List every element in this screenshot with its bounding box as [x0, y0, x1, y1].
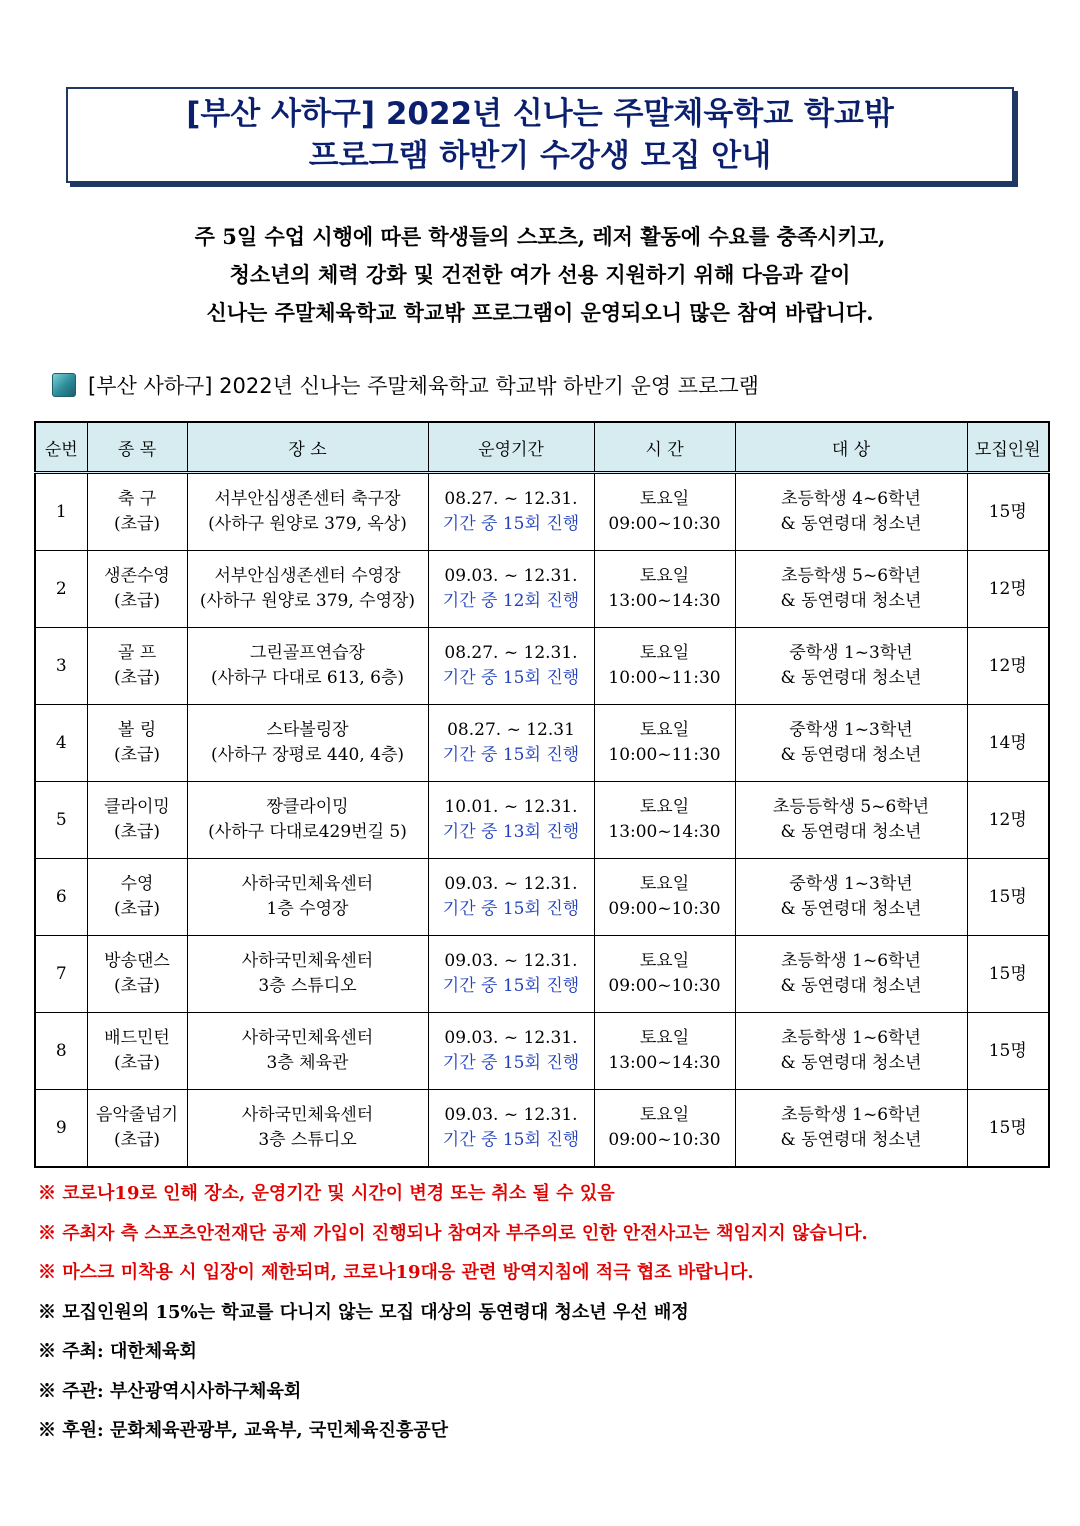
- table-row: [35, 1090, 1049, 1168]
- time-range: 09:00~10:30: [608, 1130, 721, 1150]
- time-day: 토요일: [639, 951, 690, 971]
- table-row: [35, 936, 1049, 1013]
- time-day: 토요일: [639, 1105, 690, 1125]
- cell-capacity: [967, 936, 1049, 1013]
- period-range: 09.03. ~ 12.31.: [444, 951, 578, 971]
- period-range: 10.01. ~ 12.31.: [444, 797, 578, 817]
- title-line-1: [부산 사하구] 2022년 신나는 주말체육학교 학교밖: [186, 96, 894, 132]
- table-row: [35, 859, 1049, 936]
- place-name: 짱클라이밍: [266, 797, 349, 817]
- place-name: 그린골프연습장: [250, 643, 365, 663]
- cell-target: [735, 705, 967, 782]
- place-name: 사하국민체육센터: [241, 951, 374, 971]
- sport-name: 골 프: [117, 643, 157, 663]
- cell-place: [187, 1013, 428, 1090]
- target-peers: & 동연령대 청소년: [780, 1053, 922, 1073]
- cell-place: [187, 782, 428, 859]
- period-sessions: 기간 중 12회 진행: [442, 591, 580, 611]
- sport-name: 클라이밍: [104, 797, 170, 817]
- cell-period: [428, 551, 594, 628]
- header-target: 대 상: [735, 422, 967, 473]
- cell-no: [35, 859, 87, 936]
- sport-level: (초급): [113, 514, 161, 534]
- cell-period: [428, 859, 594, 936]
- sport-name: 방송댄스: [104, 951, 170, 971]
- table-body: [35, 473, 1049, 1168]
- sport-name: 생존수영: [104, 566, 170, 586]
- row-number: 8: [55, 1040, 67, 1061]
- cell-sport: [87, 1090, 187, 1168]
- cell-target: [735, 551, 967, 628]
- time-range: 13:00~14:30: [608, 822, 721, 842]
- target-group: 중학생 1~3학년: [789, 643, 913, 663]
- period-range: 08.27. ~ 12.31.: [444, 643, 578, 663]
- place-name: 사하국민체육센터: [241, 1105, 374, 1125]
- cell-sport: [87, 473, 187, 551]
- cell-period: [428, 936, 594, 1013]
- target-peers: & 동연령대 청소년: [780, 976, 922, 996]
- cell-time: [594, 628, 735, 705]
- cell-no: [35, 936, 87, 1013]
- place-address: (사하구 원양로 379, 수영장): [199, 591, 416, 611]
- cell-time: [594, 551, 735, 628]
- sport-name: 배드민턴: [104, 1028, 170, 1048]
- period-sessions: 기간 중 15회 진행: [442, 899, 580, 919]
- cell-capacity: [967, 473, 1049, 551]
- capacity-value: 15명: [988, 886, 1027, 907]
- cell-period: [428, 473, 594, 551]
- capacity-value: 12명: [988, 809, 1027, 830]
- target-peers: & 동연령대 청소년: [780, 668, 922, 688]
- info-note: ※ 모집인원의 15%는 학교를 다니지 않는 모집 대상의 동연령대 청소년 우선 배정: [38, 1301, 689, 1323]
- time-day: 토요일: [639, 489, 690, 509]
- cell-capacity: [967, 551, 1049, 628]
- time-day: 토요일: [639, 720, 690, 740]
- time-range: 10:00~11:30: [608, 745, 721, 765]
- table-row: [35, 473, 1049, 551]
- cell-period: [428, 1090, 594, 1168]
- title-box: [66, 87, 1014, 183]
- cell-time: [594, 473, 735, 551]
- cell-sport: [87, 628, 187, 705]
- time-day: 토요일: [639, 566, 690, 586]
- info-note: ※ 주관: 부산광역시사하구체육회: [38, 1380, 302, 1402]
- capacity-value: 15명: [988, 1040, 1027, 1061]
- capacity-value: 15명: [988, 963, 1027, 984]
- cell-place: [187, 551, 428, 628]
- time-range: 09:00~10:30: [608, 514, 721, 534]
- time-range: 09:00~10:30: [608, 899, 721, 919]
- period-sessions: 기간 중 15회 진행: [442, 668, 580, 688]
- cell-capacity: [967, 859, 1049, 936]
- warning-note: ※ 코로나19로 인해 장소, 운영기간 및 시간이 변경 또는 취소 될 수 있음: [38, 1183, 615, 1204]
- period-sessions: 기간 중 15회 진행: [442, 514, 580, 534]
- time-day: 토요일: [639, 1028, 690, 1048]
- target-peers: & 동연령대 청소년: [780, 899, 922, 919]
- header-no: 순번: [35, 422, 87, 473]
- cell-sport: [87, 859, 187, 936]
- place-address: (사하구 장평로 440, 4층): [210, 745, 405, 765]
- cell-no: [35, 551, 87, 628]
- target-group: 초등학생 4~6학년: [781, 489, 921, 509]
- period-range: 09.03. ~ 12.31.: [444, 1105, 578, 1125]
- period-range: 08.27. ~ 12.31.: [444, 489, 578, 509]
- cell-sport: [87, 936, 187, 1013]
- capacity-value: 12명: [988, 655, 1027, 676]
- sport-level: (초급): [113, 745, 161, 765]
- cell-target: [735, 628, 967, 705]
- cell-capacity: [967, 705, 1049, 782]
- cell-capacity: [967, 1013, 1049, 1090]
- header-period: 운영기간: [428, 422, 594, 473]
- target-group: 초등학생 1~6학년: [781, 1105, 921, 1125]
- cell-place: [187, 473, 428, 551]
- target-peers: & 동연령대 청소년: [780, 591, 922, 611]
- place-address: 3층 스튜디오: [258, 976, 357, 996]
- cell-sport: [87, 551, 187, 628]
- row-number: 5: [55, 809, 67, 830]
- period-range: 09.03. ~ 12.31.: [444, 1028, 578, 1048]
- table-row: [35, 1013, 1049, 1090]
- period-range: 08.27. ~ 12.31: [447, 720, 575, 740]
- cell-capacity: [967, 628, 1049, 705]
- target-group: 중학생 1~3학년: [789, 874, 913, 894]
- time-day: 토요일: [639, 797, 690, 817]
- cell-target: [735, 782, 967, 859]
- place-address: (사하구 원양로 379, 옥상): [208, 514, 407, 534]
- place-address: 3층 체육관: [266, 1053, 349, 1073]
- cell-time: [594, 859, 735, 936]
- cell-place: [187, 936, 428, 1013]
- cell-no: [35, 628, 87, 705]
- place-address: 1층 수영장: [266, 899, 349, 919]
- place-name: 사하국민체육센터: [241, 1028, 374, 1048]
- capacity-value: 15명: [988, 501, 1027, 522]
- header-capacity: 모집인원: [967, 422, 1049, 473]
- place-address: (사하구 다대로 613, 6층): [210, 668, 405, 688]
- title-line-2: 프로그램 하반기 수강생 모집 안내: [308, 138, 772, 174]
- table-row: [35, 551, 1049, 628]
- cell-period: [428, 782, 594, 859]
- intro-line-3: 신나는 주말체육학교 학교밖 프로그램이 운영되오니 많은 참여 바랍니다.: [206, 300, 874, 325]
- cell-time: [594, 1090, 735, 1168]
- info-note: ※ 주최: 대한체육회: [38, 1341, 197, 1362]
- cell-period: [428, 705, 594, 782]
- time-range: 09:00~10:30: [608, 976, 721, 996]
- cell-capacity: [967, 1090, 1049, 1168]
- notes-list: [38, 1178, 1058, 1455]
- sport-name: 음악줄넘기: [95, 1105, 179, 1125]
- place-address: (사하구 다대로429번길 5): [208, 822, 407, 842]
- period-sessions: 기간 중 15회 진행: [442, 1130, 580, 1150]
- table-row: [35, 705, 1049, 782]
- sport-name: 축 구: [117, 489, 157, 509]
- sport-level: (초급): [113, 591, 161, 611]
- period-sessions: 기간 중 15회 진행: [442, 1053, 580, 1073]
- warning-note: ※ 마스크 미착용 시 입장이 제한되며, 코로나19대응 관련 방역지침에 적극 협조 바랍니다.: [38, 1262, 754, 1283]
- target-group: 초등학생 5~6학년: [781, 566, 921, 586]
- target-group: 중학생 1~3학년: [789, 720, 913, 740]
- period-range: 09.03. ~ 12.31.: [444, 874, 578, 894]
- row-number: 3: [55, 655, 67, 676]
- cell-target: [735, 1013, 967, 1090]
- program-table: [34, 421, 1050, 1168]
- cell-place: [187, 1090, 428, 1168]
- target-peers: & 동연령대 청소년: [780, 514, 922, 534]
- time-range: 13:00~14:30: [608, 591, 721, 611]
- intro-paragraph: [40, 218, 1040, 332]
- intro-line-1: 주 5일 수업 시행에 따른 학생들의 스포츠, 레저 활동에 수요를 충족시키고,: [194, 224, 886, 249]
- cell-target: [735, 1090, 967, 1168]
- target-group: 초등등학생 5~6학년: [772, 797, 930, 817]
- teal-square-icon: [52, 373, 76, 397]
- cell-target: [735, 473, 967, 551]
- cell-no: [35, 1090, 87, 1168]
- sport-level: (초급): [113, 1130, 161, 1150]
- cell-no: [35, 1013, 87, 1090]
- sport-level: (초급): [113, 668, 161, 688]
- row-number: 6: [55, 886, 67, 907]
- table-row: [35, 628, 1049, 705]
- header-time: 시 간: [594, 422, 735, 473]
- time-day: 토요일: [639, 874, 690, 894]
- capacity-value: 12명: [988, 578, 1027, 599]
- target-group: 초등학생 1~6학년: [781, 1028, 921, 1048]
- cell-target: [735, 859, 967, 936]
- warning-note: ※ 주최자 측 스포츠안전재단 공제 가입이 진행되나 참여자 부주의로 인한 안전사고는 책임지지 않습니다.: [38, 1222, 868, 1244]
- capacity-value: 14명: [988, 732, 1027, 753]
- cell-sport: [87, 705, 187, 782]
- time-range: 13:00~14:30: [608, 1053, 721, 1073]
- period-sessions: 기간 중 15회 진행: [442, 976, 580, 996]
- place-name: 사하국민체육센터: [241, 874, 374, 894]
- place-name: 서부안심생존센터 축구장: [214, 489, 401, 509]
- info-note: ※ 후원: 문화체육관광부, 교육부, 국민체육진흥공단: [38, 1420, 449, 1441]
- place-address: 3층 스튜디오: [258, 1130, 357, 1150]
- time-day: 토요일: [639, 643, 690, 663]
- row-number: 2: [55, 578, 67, 599]
- period-sessions: 기간 중 13회 진행: [442, 822, 580, 842]
- section-heading: [52, 370, 759, 400]
- sport-level: (초급): [113, 899, 161, 919]
- place-name: 서부안심생존센터 수영장: [214, 566, 401, 586]
- intro-line-2: 청소년의 체력 강화 및 건전한 여가 선용 지원하기 위해 다음과 같이: [229, 262, 851, 287]
- cell-period: [428, 1013, 594, 1090]
- place-name: 스타볼링장: [266, 720, 349, 740]
- cell-place: [187, 628, 428, 705]
- cell-sport: [87, 782, 187, 859]
- sport-level: (초급): [113, 1053, 161, 1073]
- time-range: 10:00~11:30: [608, 668, 721, 688]
- cell-place: [187, 859, 428, 936]
- cell-capacity: [967, 782, 1049, 859]
- cell-sport: [87, 1013, 187, 1090]
- row-number: 4: [55, 732, 67, 753]
- cell-time: [594, 705, 735, 782]
- header-sport: 종 목: [87, 422, 187, 473]
- target-peers: & 동연령대 청소년: [780, 1130, 922, 1150]
- target-group: 초등학생 1~6학년: [781, 951, 921, 971]
- cell-target: [735, 936, 967, 1013]
- target-peers: & 동연령대 청소년: [780, 822, 922, 842]
- cell-no: [35, 473, 87, 551]
- cell-no: [35, 705, 87, 782]
- target-peers: & 동연령대 청소년: [780, 745, 922, 765]
- period-range: 09.03. ~ 12.31.: [444, 566, 578, 586]
- cell-time: [594, 782, 735, 859]
- row-number: 7: [55, 963, 67, 984]
- section-heading-text: [부산 사하구] 2022년 신나는 주말체육학교 학교밖 하반기 운영 프로그램: [88, 374, 759, 398]
- cell-no: [35, 782, 87, 859]
- row-number: 1: [55, 501, 67, 522]
- cell-time: [594, 1013, 735, 1090]
- sport-name: 볼 링: [117, 720, 157, 740]
- header-place: 장 소: [187, 422, 428, 473]
- sport-level: (초급): [113, 822, 161, 842]
- row-number: 9: [55, 1117, 67, 1138]
- cell-place: [187, 705, 428, 782]
- period-sessions: 기간 중 15회 진행: [442, 745, 580, 765]
- table-header-row: [35, 422, 1049, 473]
- sport-name: 수영: [120, 874, 154, 894]
- table-row: [35, 782, 1049, 859]
- capacity-value: 15명: [988, 1117, 1027, 1138]
- sport-level: (초급): [113, 976, 161, 996]
- cell-period: [428, 628, 594, 705]
- cell-time: [594, 936, 735, 1013]
